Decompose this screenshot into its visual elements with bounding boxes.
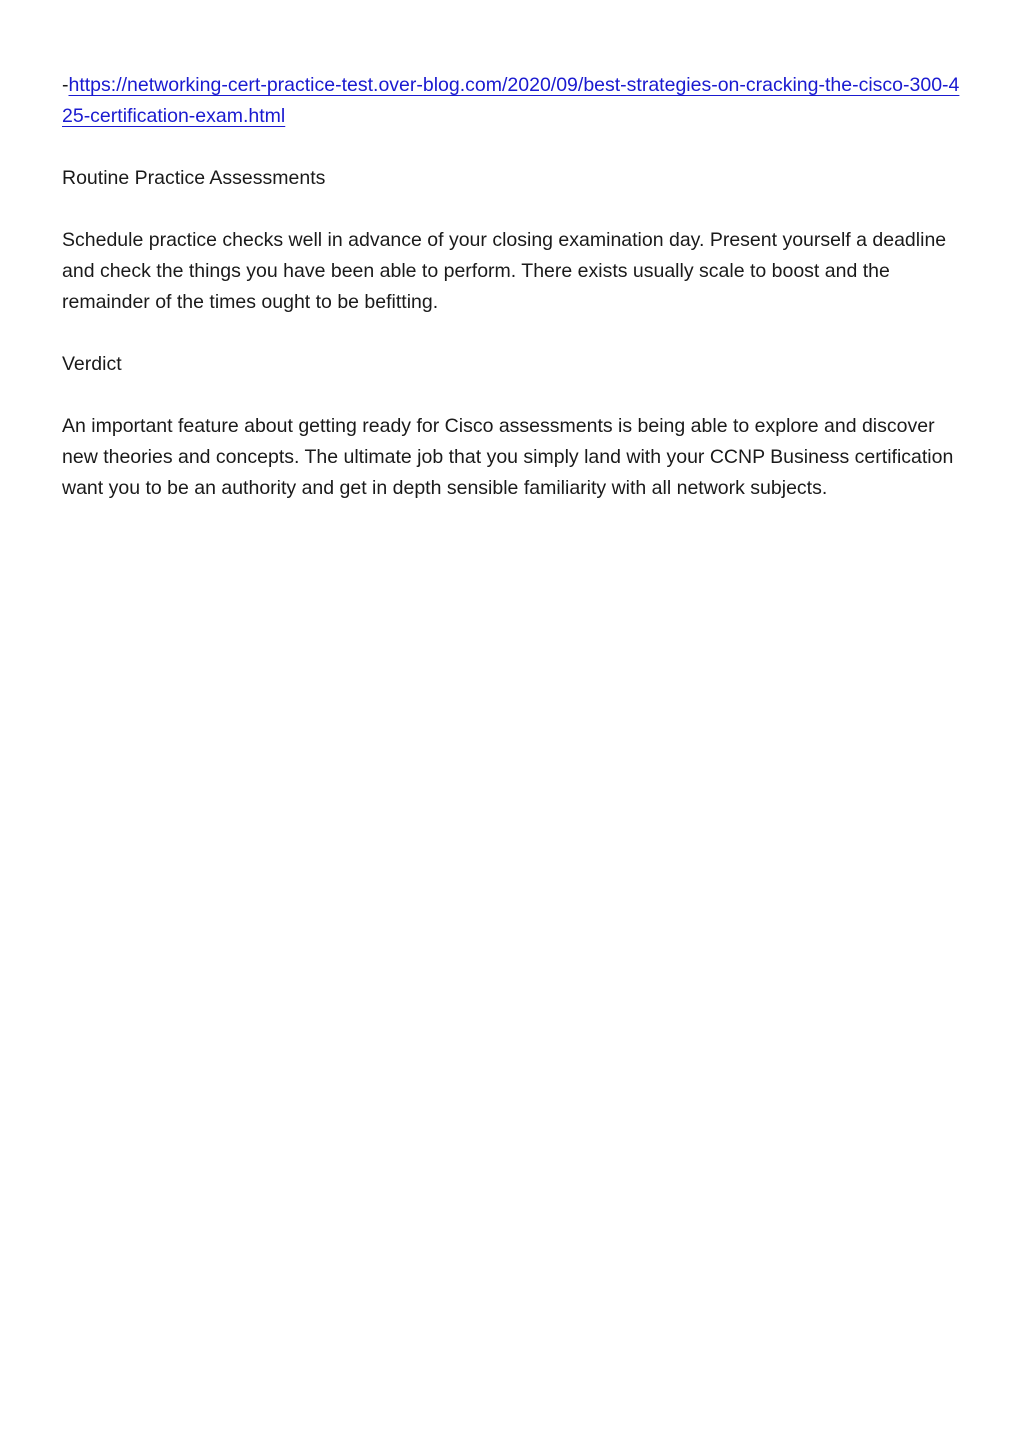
link-prefix: - <box>62 74 69 96</box>
link-paragraph <box>62 70 962 132</box>
section-heading-routine-practice: Routine Practice Assessments <box>62 167 326 189</box>
paragraph-practice-checks: Schedule practice checks well in advance of your closing examination day. Present yourself a deadline and check the things you have been able to perform. There exists usually scale to boost and the remainder of the times ought to be befitting. <box>62 229 947 313</box>
paragraph-verdict: An important feature about getting ready for Cisco assessments is being able to explore and discover new theories and concepts. The ultimate job that you simply land with your CCNP Business certification want you to be an authority and get in depth sensible familiarity with all network subjects. <box>62 415 954 499</box>
section-heading-verdict: Verdict <box>62 353 122 375</box>
document-page <box>62 70 962 535</box>
article-link[interactable]: https://networking-cert-practice-test.over-blog.com/2020/09/best-strategies-on-cracking-the-cisco-300-425-certification-exam.html <box>62 74 960 127</box>
